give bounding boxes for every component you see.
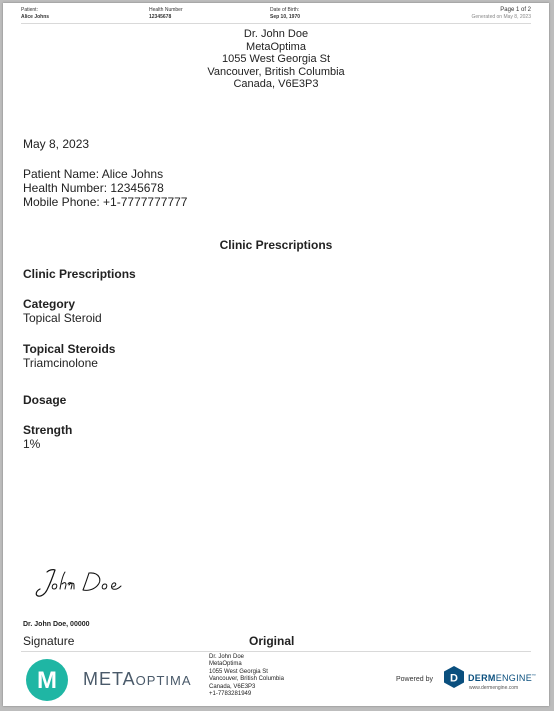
header-patient-value: Alice Johns [21, 14, 50, 20]
header-dob [270, 7, 300, 21]
footer-address-line: MetaOptima [209, 661, 242, 668]
signer-name: Dr. John Doe, 00000 [23, 621, 90, 628]
dermengine-url: www.dermengine.com [469, 685, 519, 691]
header-dob-value: Sep 10, 1970 [270, 14, 301, 20]
prescription-heading: Clinic Prescriptions [23, 267, 136, 281]
section-title: Clinic Prescriptions [219, 238, 333, 252]
dermengine-derm: DERM [468, 673, 496, 683]
dermengine-wordmark [468, 673, 536, 683]
footer-address-line: Canada, V6E3P3 [209, 683, 256, 690]
dermengine-logo-letter: D [450, 672, 458, 685]
header-health-label: Health Number [149, 7, 183, 13]
clinic-address [3, 28, 549, 91]
steroids-label: Topical Steroids [23, 342, 116, 356]
metaoptima-wordmark [83, 669, 192, 690]
letter-date: May 8, 2023 [23, 137, 90, 151]
address-country: Canada, V6E3P3 [233, 78, 319, 90]
address-doctor: Dr. John Doe [243, 28, 309, 40]
address-clinic: MetaOptima [246, 40, 306, 53]
header-divider [21, 23, 531, 24]
header-health-value: 12345678 [149, 14, 172, 20]
dermengine-logo-icon [444, 666, 464, 688]
strength-value: 1% [23, 437, 41, 451]
signature-label: Signature [23, 634, 75, 648]
header-patient-label: Patient: [21, 7, 38, 13]
header-generated-date: Generated on May 8, 2023 [471, 14, 531, 20]
category-value: Topical Steroid [23, 311, 102, 325]
footer-address [209, 654, 284, 698]
page-header [3, 6, 549, 28]
dosage-label: Dosage [23, 393, 67, 407]
address-street: 1055 West Georgia St [221, 53, 331, 65]
patient-name: Patient Name: Alice Johns [23, 167, 164, 181]
patient-health-number: Health Number: 12345678 [23, 181, 164, 195]
metaoptima-logo-icon [25, 658, 69, 702]
category-label: Category [23, 297, 76, 311]
footer-phone: +1-7783281949 [209, 691, 252, 698]
dermengine-trademark: ™ [532, 673, 537, 678]
header-dob-label: Date of Birth: [270, 7, 300, 13]
address-city: Vancouver, British Columbia [207, 65, 345, 78]
wordmark-meta: META [83, 669, 136, 689]
header-health-number [149, 7, 183, 21]
footer-address-line: 1055 West Georgia St [209, 668, 268, 675]
wordmark-optima: OPTIMA [135, 673, 192, 688]
powered-by-label: Powered by [396, 676, 433, 683]
document-page [3, 3, 549, 706]
patient-mobile: Mobile Phone: +1-7777777777 [23, 195, 188, 209]
footer-address-line: Vancouver, British Columbia [209, 676, 284, 683]
header-page-number: Page 1 of 2 [500, 7, 531, 13]
header-patient [21, 7, 49, 21]
dermengine-engine: ENGINE [495, 673, 533, 683]
header-page-info [472, 7, 532, 21]
original-label: Original [249, 634, 295, 648]
strength-label: Strength [23, 423, 73, 437]
steroids-value: Triamcinolone [23, 356, 98, 370]
metaoptima-logo-letter: M [37, 667, 57, 694]
footer-divider [21, 651, 531, 652]
footer-address-line: Dr. John Doe [209, 654, 245, 660]
handwritten-signature [33, 566, 143, 600]
